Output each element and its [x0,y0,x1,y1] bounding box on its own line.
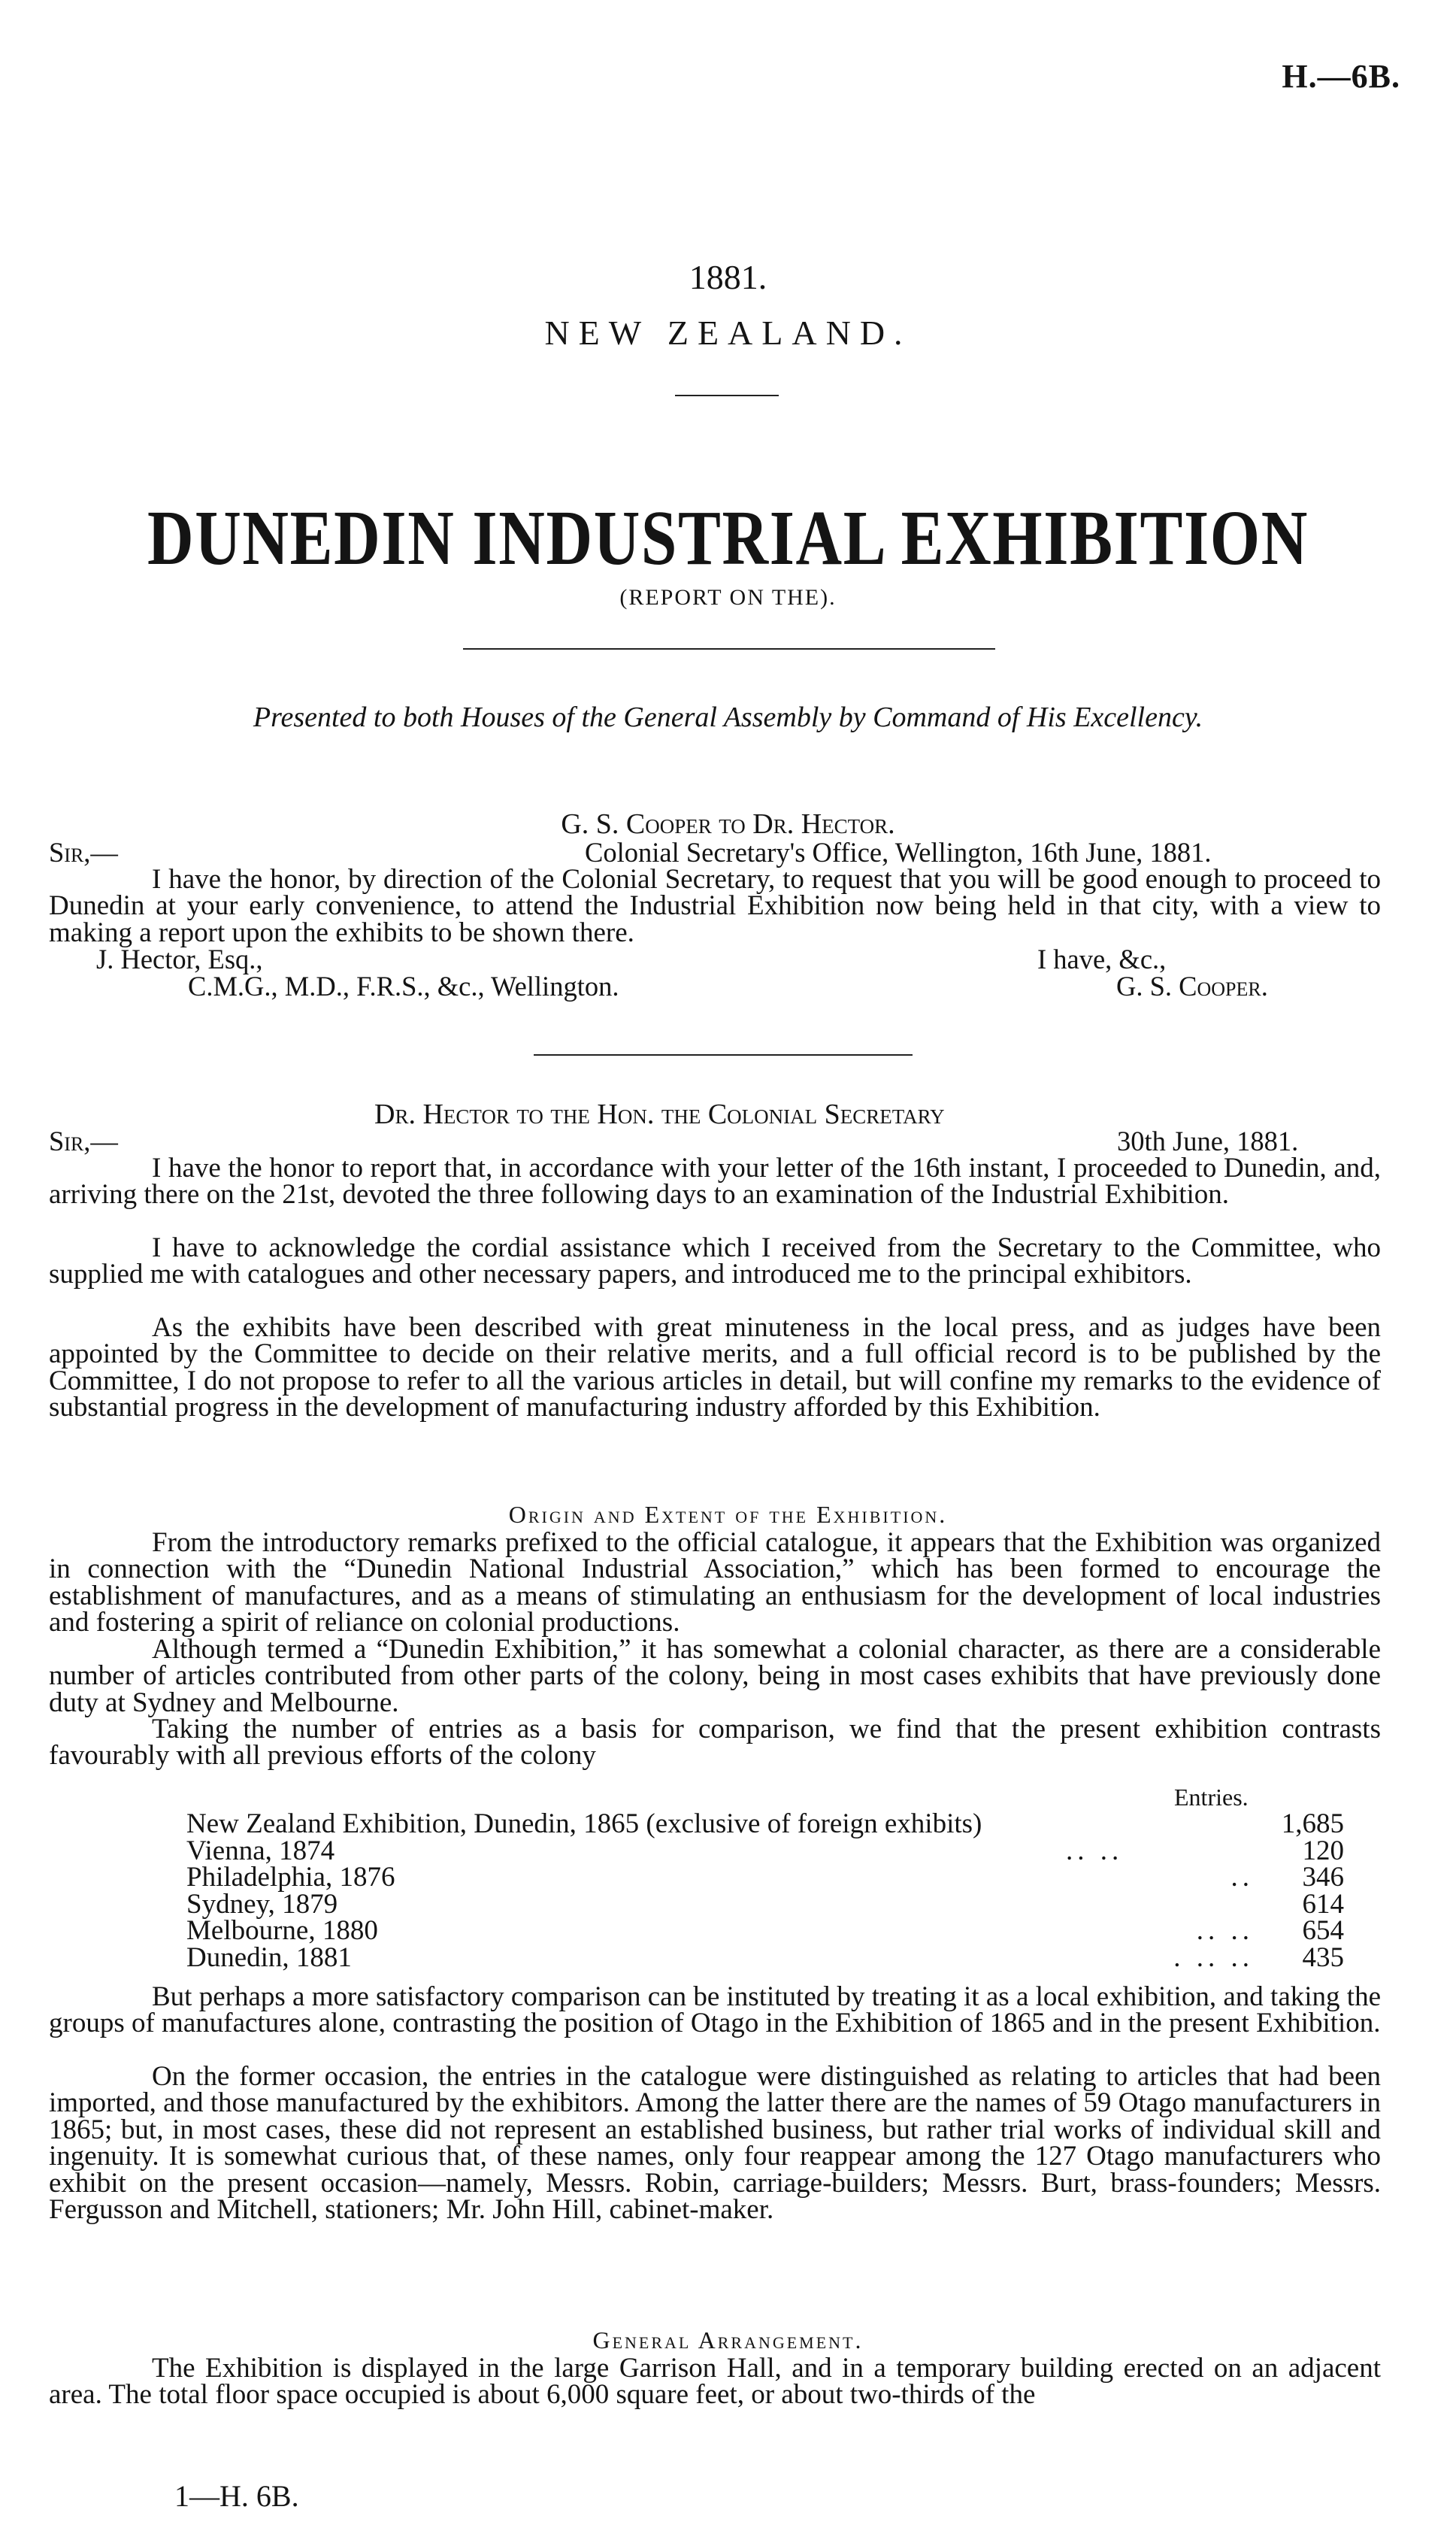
exhibition-name: Philadelphia, 1876 [186,1862,395,1893]
exhibition-name: Vienna, 1874 [186,1835,335,1866]
entry-count: 346 [1302,1862,1344,1893]
letter-date: 30th June, 1881. [1117,1126,1299,1156]
table-row [186,1944,1344,1972]
leader-dots [1066,1891,1254,1918]
section-heading: Origin and Extent of the Exhibition. [508,1501,948,1528]
exhibition-name: New Zealand Exhibition, Dunedin, 1865 (exclusive of foreign exhibits) [186,1808,982,1839]
year: 1881. [689,258,767,296]
paragraph: The Exhibition is displayed in the large Garrison Hall, and in a temporary building erected on an adjacent area. The total floor space occupied is about 6,000 square feet, or about two-thirds of the [49,2353,1381,2411]
paragraph: Although termed a “Dunedin Exhibition,” it has somewhat a colonial character, as there are a considerable number of articles contributed from other parts of the colony, being in most cases exhibits that have previously done duty at Sydney and Melbourne. [49,1634,1381,1718]
paragraph: But perhaps a more satisfactory comparison can be instituted by treating it as a local exhibition, and taking the groups of manufactures alone, contrasting the position of Otago in the Exhibition of 1865 and in the present Exhibition. [49,1981,1381,2039]
country: NEW ZEALAND. [544,314,912,352]
divider-rule [534,1054,913,1056]
section-heading: General Arrangement. [592,2326,864,2354]
divider-rule [463,648,995,650]
entry-count: 614 [1302,1888,1344,1920]
table-row [186,1811,1344,1838]
leader-dots [1066,1811,1254,1838]
document-title: DUNEDIN INDUSTRIAL EXHIBITION [147,495,1309,581]
letter-heading: G. S. Cooper to Dr. Hector. [561,808,895,840]
entry-count: 654 [1302,1915,1344,1946]
paragraph: I have the honor to report that, in accordance with your letter of the 16th instant, I proceeded to Dunedin, and, arriving there on the 21st, devoted the three following days to an examination of the Industrial Exhibition. [49,1153,1381,1211]
paragraph: On the former occasion, the entries in the catalogue were distinguished as relating to articles that had been imported, and those manufactured by the exhibitors. Among the latter there are the names of 59 Otago manufacturers in 1865; but, in most cases, these did not represent an established business, but rather trial works of individual skill and ingenuity. It is somewhat curious that, of these names, only four reappear among the 127 Otago manufacturers who exhibit on the present occasion—namely, Messrs. Robin, carriage-builders; Messrs. Burt, brass-founders; Messrs. Fergusson and Mitchell, stationers; Mr. John Hill, cabinet-maker. [49,2061,1381,2226]
entry-count: 435 [1302,1941,1344,1973]
recipient-line: C.M.G., M.D., F.R.S., &c., Wellington. [188,971,619,1002]
entries-table [186,1808,1344,1973]
salutation: Sir,— [49,1126,118,1156]
leader-dots: .. .. [1196,1915,1254,1946]
recipient-line: J. Hector, Esq., [96,944,263,974]
paragraph: As the exhibits have been described with great minuteness in the local press, and as judges have been appointed by the Committee to decide on their relative merits, and a full official record is to be published by the Committee, I do not propose to refer to all the various articles in detail, but will confine my remarks to the evidence of substantial progress in the development of manufacturing industry afforded by this Exhibition. [49,1312,1381,1423]
document-subtitle: (REPORT ON THE). [619,585,837,610]
signature: G. S. Cooper. [1116,971,1268,1002]
letter-address: Colonial Secretary's Office, Wellington, 16th June, 1881. [585,837,1212,868]
signature-mark: 1—H. 6B. [174,2479,299,2513]
exhibition-name: Dunedin, 1881 [186,1941,352,1973]
table-row [186,1917,1344,1944]
leader-dots: .. [1230,1862,1254,1893]
table-row [186,1838,1344,1865]
leader-dots: . .. .. [1173,1941,1254,1973]
paragraph: Taking the number of entries as a basis for comparison, we find that the present exhibition contrasts favourably with all previous efforts of the colony [49,1714,1381,1772]
entry-count: 1,685 [1281,1808,1344,1839]
exhibition-name: Sydney, 1879 [186,1888,338,1920]
salutation: Sir,— [49,837,118,868]
paragraph: From the introductory remarks prefixed to the official catalogue, it appears that the Exhibition was organized in connection with the “Dunedin National Industrial Association,” which has been formed to encourage the establishment of manufactures, and as a means of stimulating an enthusiasm for the development of local industries and fostering a spirit of reliance on colonial productions. [49,1527,1381,1638]
exhibition-name: Melbourne, 1880 [186,1915,378,1946]
leader-dots: .. .. [1066,1835,1124,1866]
table-row [186,1891,1344,1918]
letter-body: I have the honor, by direction of the Colonial Secretary, to request that you will be good enough to proceed to Dunedin at your early convenience, to attend the Industrial Exhibition now being held in that city, with a view to making a report upon the exhibits to be shown there. [49,864,1381,948]
entry-count: 120 [1302,1835,1344,1866]
table-row [186,1864,1344,1891]
paper-reference: H.—6B. [1282,58,1400,95]
closing: I have, &c., [1037,944,1167,974]
letter-heading: Dr. Hector to the Hon. the Colonial Secretary [374,1099,945,1130]
paragraph: I have to acknowledge the cordial assistance which I received from the Secretary to the Committee, who supplied me with catalogues and other necessary papers, and introduced me to the principal exhibitors. [49,1232,1381,1290]
divider-rule [675,395,779,396]
entries-column-header: Entries. [1174,1784,1249,1811]
presentation-note: Presented to both Houses of the General Assembly by Command of His Excellency. [253,702,1203,733]
